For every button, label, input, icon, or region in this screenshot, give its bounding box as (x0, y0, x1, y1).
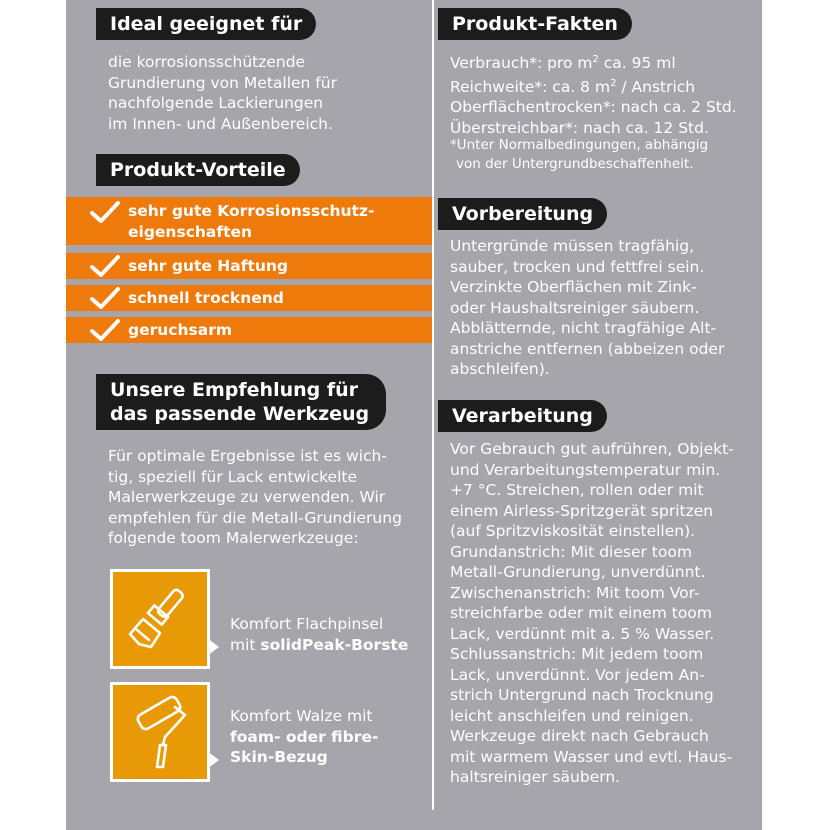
benefit-item: sehr gute Haftung (66, 253, 432, 279)
ideal-text: die korrosionsschützende Grundierung von Metallen für nachfolgende Lackierungen im Innen- und Außenbereich. (108, 53, 337, 133)
column-divider (432, 0, 434, 810)
fakten-text: Verbrauch*: pro $m^2$ ca. 95 ml Reichweite*: ca. 8 $m^2$ / Anstrich Oberflächentrocken*: nach ca. 2 Std. Überstreichbar*: nach ca. 12 Std. (450, 54, 737, 137)
verarbeitung-text: Vor Gebrauch gut aufrühren, Objekt- und Verarbeitungstemperatur min. +7 °C. Streichen, rollen oder mit einem Airless-Spritzgerät spritzen (auf Spritzviskosität einstellen). Grundanstrich: Mit dieser toom Metall-Grundierung, unverdünnt. Zwischenanstrich: Mit toom Vor- streichfarbe oder mit einem toom Lack, verdünnt mit a. 5 % Wasser. Schlussanstrich: Mit jedem toom Lack, unverdünnt. Vor jedem An- strich Untergrund nach Trocknung leicht anschleifen und reinigen. Werkzeuge direkt nach Gebrauch mit warmem Wasser und evtl. Haus- haltsreiniger säubern. (450, 440, 734, 786)
roller-tile (110, 682, 210, 782)
fakten-footnote: *Unter Normalbedingungen, abhängig von der Untergrundbeschaffenheit. (450, 137, 709, 172)
vorteile-heading: Produkt-Vorteile (96, 154, 300, 186)
empfehlung-text: Für optimale Ergebnisse ist es wich- tig, speziell für Lack entwickelte Malerwerkzeuge zu verwenden. Wir empfehlen für die Metall-Grundierung folgende toom Malerwerkzeuge: (108, 447, 402, 547)
brush-icon (113, 572, 207, 666)
brush-tile (110, 569, 210, 669)
roller-label: Komfort Walze mit foam- oder fibre- Skin-Bezug (230, 707, 379, 766)
benefit-item: geruchsarm (66, 317, 432, 343)
vorbereitung-text: Untergründe müssen tragfähig, sauber, trocken und fettfrei sein. Verzinkte Oberflächen mit Zink- oder Haushaltsreiniger säubern. Abblätternde, nicht tragfähige Alt- anstriche entfernen (abbeizen oder abschleifen). (450, 237, 725, 378)
check-icon (90, 286, 120, 310)
verarbeitung-heading: Verarbeitung (438, 400, 607, 432)
product-info-panel (66, 0, 762, 830)
check-icon (90, 254, 120, 278)
check-icon (90, 200, 120, 224)
fakten-heading: Produkt-Fakten (438, 8, 632, 40)
pointer-arrow (207, 751, 219, 769)
vorbereitung-heading: Vorbereitung (438, 198, 607, 230)
benefit-item: sehr gute Korrosionsschutz- eigenschaften (66, 197, 432, 245)
benefit-item: schnell trocknend (66, 285, 432, 311)
pointer-arrow (207, 638, 219, 656)
brush-label: Komfort Flachpinsel mit solidPeak-Borste (230, 615, 409, 654)
check-icon (90, 318, 120, 342)
roller-icon (113, 685, 207, 779)
ideal-heading: Ideal geeignet für (96, 8, 316, 40)
empfehlung-heading: Unsere Empfehlung für das passende Werkzeug (96, 374, 386, 430)
